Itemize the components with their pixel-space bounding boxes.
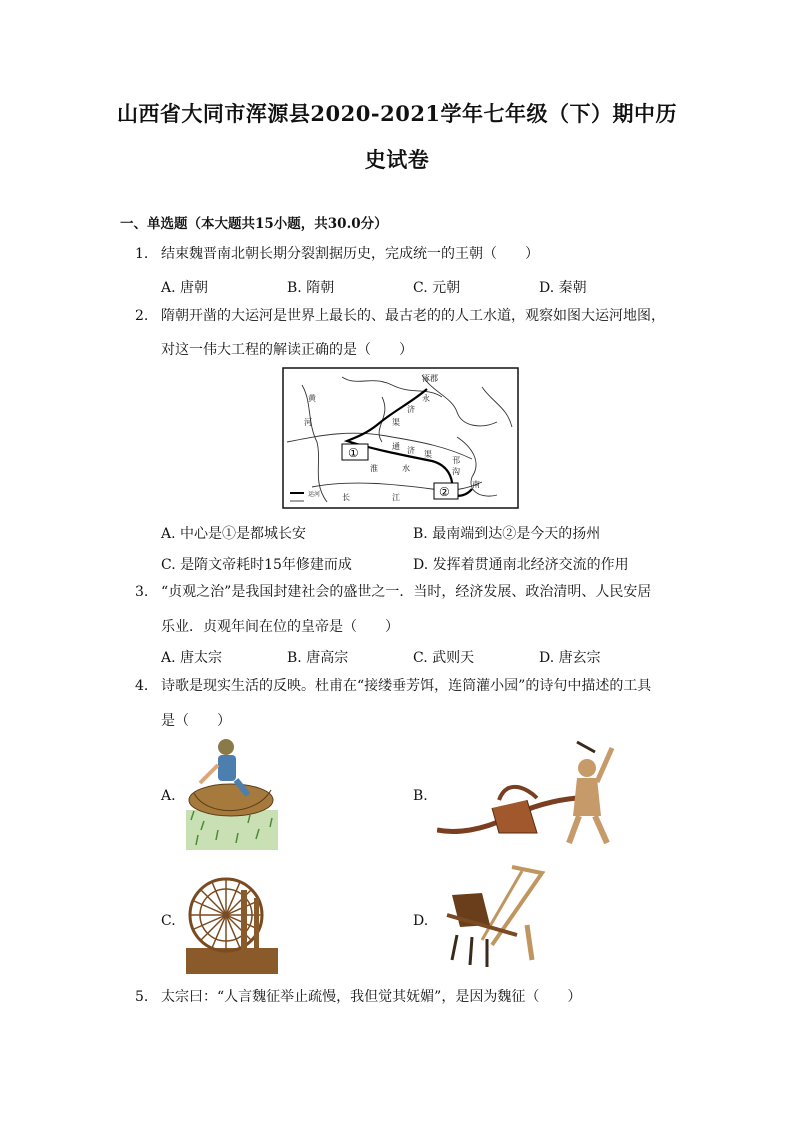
option-a: A. 唐朝 <box>161 280 209 296</box>
question-text: “贞观之治”是我国封建社会的盛世之一．当时，经济发展、政治清明、人民安居 <box>161 584 652 600</box>
map-label: 沟 <box>452 467 460 476</box>
map-label: 涿郡 <box>422 374 438 383</box>
option-b-image <box>437 738 617 846</box>
question-text: 诗歌是现实生活的反映。杜甫在“接缕垂芳饵，连筒灌小园”的诗句中描述的工具 <box>161 678 652 694</box>
map-label: 永 <box>422 394 430 403</box>
option-a: A. 唐太宗 <box>161 650 223 666</box>
question-text-cont: 是（ ） <box>161 713 231 729</box>
map-label: 南 <box>472 480 480 489</box>
question-number: 4. <box>135 678 149 694</box>
map-marker-2: ② <box>439 485 450 499</box>
option-d-label: D. <box>413 913 429 929</box>
option-c: C. 是隋文帝耗时15年修建而成 <box>161 557 352 573</box>
option-b: B. 唐高宗 <box>287 650 349 666</box>
option-c-image <box>186 870 278 974</box>
exam-title-line1: 山西省大同市浑源县2020-2021学年七年级（下）期中历 <box>116 101 678 126</box>
option-a: A. 中心是①是都城长安 <box>161 526 307 542</box>
option-c-label: C. <box>161 913 176 929</box>
option-a-label: A. <box>161 788 176 804</box>
question-text-cont: 乐业．贞观年间在位的皇帝是（ ） <box>161 619 399 635</box>
section-heading: 一、单选题（本大题共15小题，共30.0分） <box>120 216 388 232</box>
map-label: 济 <box>407 405 415 414</box>
option-b: B. 隋朝 <box>287 280 335 296</box>
option-d: D. 发挥着贯通南北经济交流的作用 <box>413 557 629 573</box>
question-text: 隋朝开凿的大运河是世界上最长的、最古老的的人工水道，观察如图大运河地图， <box>161 308 665 324</box>
map-label: 黄 <box>308 394 316 403</box>
map-label: 淮 <box>370 464 378 473</box>
question-number: 3. <box>135 584 149 600</box>
option-c: C. 元朝 <box>413 280 461 296</box>
map-label: 水 <box>402 464 410 473</box>
map-label: 长 <box>342 493 350 502</box>
map-label: 河 <box>304 418 312 427</box>
question-text: 太宗曰：“人言魏征举止疏慢，我但觉其妩媚”，是因为魏征（ ） <box>161 989 582 1005</box>
option-c: C. 武则天 <box>413 650 475 666</box>
question-text-cont: 对这一伟大工程的解读正确的是（ ） <box>161 342 413 358</box>
option-a-image <box>186 735 278 850</box>
option-d: D. 唐玄宗 <box>539 650 601 666</box>
map-label: 邗 <box>452 456 460 465</box>
option-d: D. 秦朝 <box>539 280 587 296</box>
map-label: 渠 <box>392 418 400 427</box>
exam-title-line2: 史试卷 <box>364 147 430 172</box>
option-b-label: B. <box>413 788 428 804</box>
question-number: 5. <box>135 989 149 1005</box>
option-b: B. 最南端到达②是今天的扬州 <box>413 526 601 542</box>
map-legend-label: 运河 <box>308 491 321 498</box>
option-d-image <box>432 865 550 975</box>
question-text: 结束魏晋南北朝长期分裂割据历史，完成统一的王朝（ ） <box>161 246 539 262</box>
map-label: 通 <box>392 442 400 451</box>
map-marker-1: ① <box>348 446 359 460</box>
question-number: 1. <box>135 246 149 262</box>
map-label: 济 <box>407 446 415 455</box>
map-label: 江 <box>392 493 400 502</box>
grand-canal-map <box>282 367 519 509</box>
map-label: 渠 <box>424 450 432 459</box>
question-number: 2. <box>135 308 149 324</box>
